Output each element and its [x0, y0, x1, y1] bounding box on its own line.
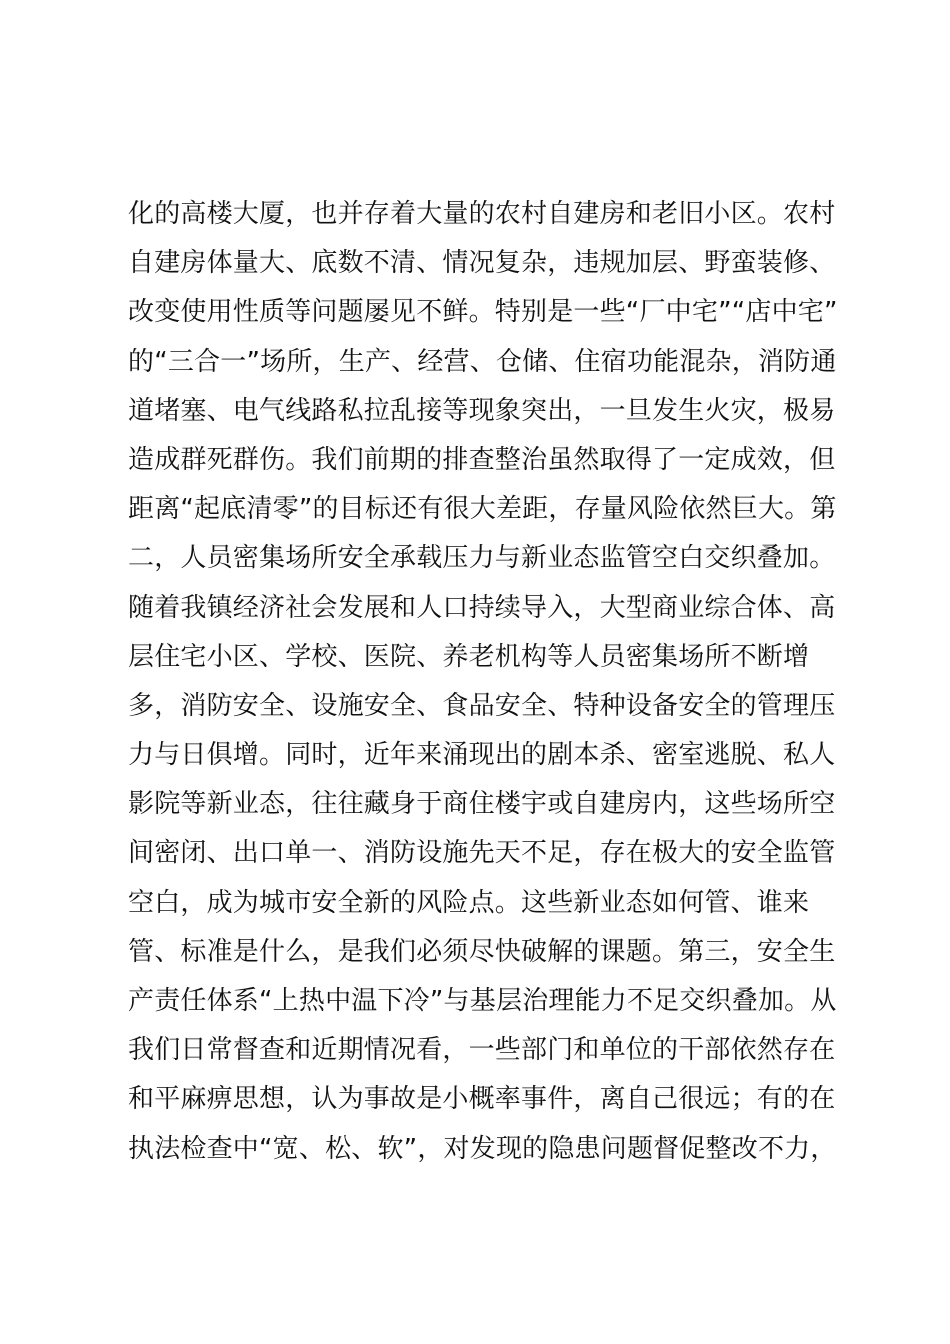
- text-line: 空白，成为城市安全新的风险点。这些新业态如何管、谁来: [128, 887, 810, 918]
- text-line: 力与日俱增。同时，近年来涌现出的剧本杀、密室逃脱、私人: [128, 740, 836, 771]
- text-line: 道堵塞、电气线路私拉乱接等现象突出，一旦发生火灾，极易: [128, 395, 836, 426]
- text-line: 距离“起底清零”的目标还有很大差距，存量风险依然巨大。第: [128, 494, 837, 525]
- text-line: 管、标准是什么，是我们必须尽快破解的课题。第三，安全生: [128, 936, 836, 967]
- text-line: 和平麻痹思想，认为事故是小概率事件，离自己很远；有的在: [128, 1084, 836, 1115]
- text-line: 改变使用性质等问题屡见不鲜。特别是一些“厂中宅”“店中宅”: [128, 297, 838, 328]
- text-line: 自建房体量大、底数不清、情况复杂，违规加层、野蛮装修、: [128, 248, 836, 279]
- text-line: 间密闭、出口单一、消防设施先天不足，存在极大的安全监管: [128, 838, 836, 869]
- text-line: 我们日常督查和近期情况看，一些部门和单位的干部依然存在: [128, 1035, 836, 1066]
- text-line: 多，消防安全、设施安全、食品安全、特种设备安全的管理压: [128, 690, 836, 721]
- text-line: 造成群死群伤。我们前期的排查整治虽然取得了一定成效，但: [128, 444, 836, 475]
- text-line: 层住宅小区、学校、医院、养老机构等人员密集场所不断增: [128, 641, 810, 672]
- body-paragraph: [128, 190, 838, 1174]
- text-line: 的“三合一”场所，生产、经营、仓储、住宿功能混杂，消防通: [128, 346, 837, 377]
- text-line: 执法检查中“宽、松、软”，对发现的隐患问题督促整改不力，: [128, 1133, 837, 1164]
- text-line: 影院等新业态，往往藏身于商住楼宇或自建房内，这些场所空: [128, 789, 836, 820]
- text-line: 化的高楼大厦，也并存着大量的农村自建房和老旧小区。农村: [128, 199, 836, 229]
- text-line: 随着我镇经济社会发展和人口持续导入，大型商业综合体、高: [128, 592, 836, 623]
- text-line: 产责任体系“上热中温下冷”与基层治理能力不足交织叠加。从: [128, 986, 837, 1016]
- text-line: 二，人员密集场所安全承载压力与新业态监管空白交织叠加。: [128, 543, 836, 574]
